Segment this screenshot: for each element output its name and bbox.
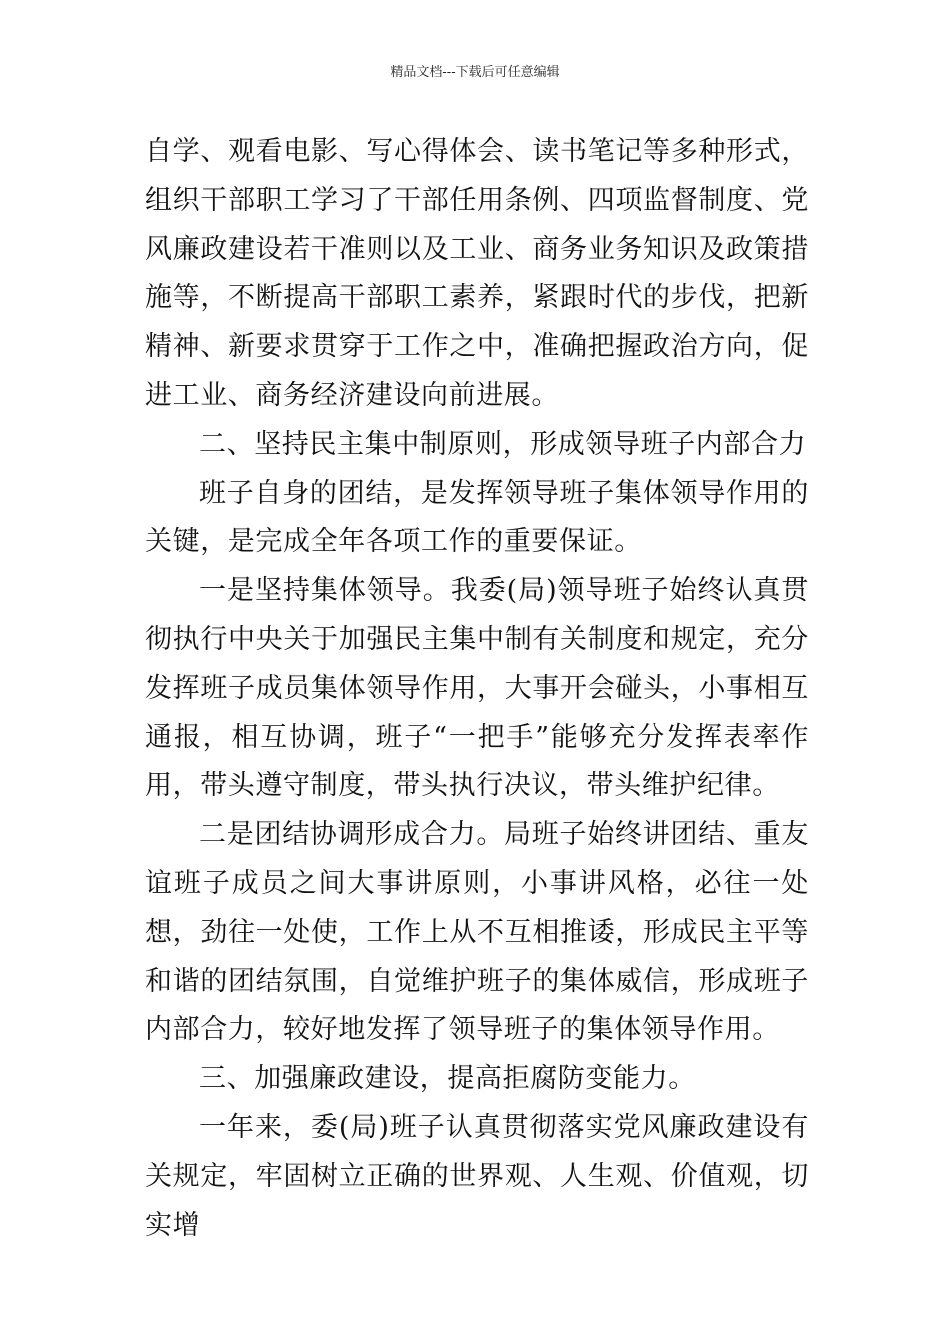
paragraph: 二是团结协调形成合力。局班子始终讲团结、重友谊班子成员之间大事讲原则，小事讲风格，必往一处想，劲往一处使，工作上从不互相推诿，形成民主平等和谐的团结氛围，自觉维护班子的集体威信，形成班子内部合力，较好地发挥了领导班子的集体领导作用。 [145, 819, 809, 1046]
paragraph-continued: 自学、观看电影、写心得体会、读书笔记等多种形式，组织干部职工学习了干部任用条例、四项监督制度、党风廉政建设若干准则以及工业、商务业务知识及政策措施等，不断提高干部职工素养，紧跟时代的步伐，把新精神、新要求贯穿于工作之中，准确把握政治方向，促进工业、商务经济建设向前进展。 [145, 136, 809, 411]
section-heading-two: 二、坚持民主集中制原则，形成领导班子内部合力 [199, 428, 807, 460]
document-body [145, 128, 809, 1250]
page-header-watermark: 精品文档---下载后可任意编辑 [390, 65, 560, 80]
paragraph: 一年来，委(局)班子认真贯彻落实党风廉政建设有关规定，牢固树立正确的世界观、人生观、价值观，切实增 [145, 1111, 809, 1241]
paragraph: 班子自身的团结，是发挥领导班子集体领导作用的关键，是完成全年各项工作的重要保证。 [145, 477, 809, 558]
section-heading-three: 三、加强廉政建设，提高拒腐防变能力。 [199, 1063, 696, 1095]
paragraph: 一是坚持集体领导。我委(局)领导班子始终认真贯彻执行中央关于加强民主集中制有关制度和规定，充分发挥班子成员集体领导作用，大事开会碰头，小事相互通报，相互协调，班子“一把手”能够充分发挥表率作用，带头遵守制度，带头执行决议，带头维护纪律。 [145, 575, 809, 802]
